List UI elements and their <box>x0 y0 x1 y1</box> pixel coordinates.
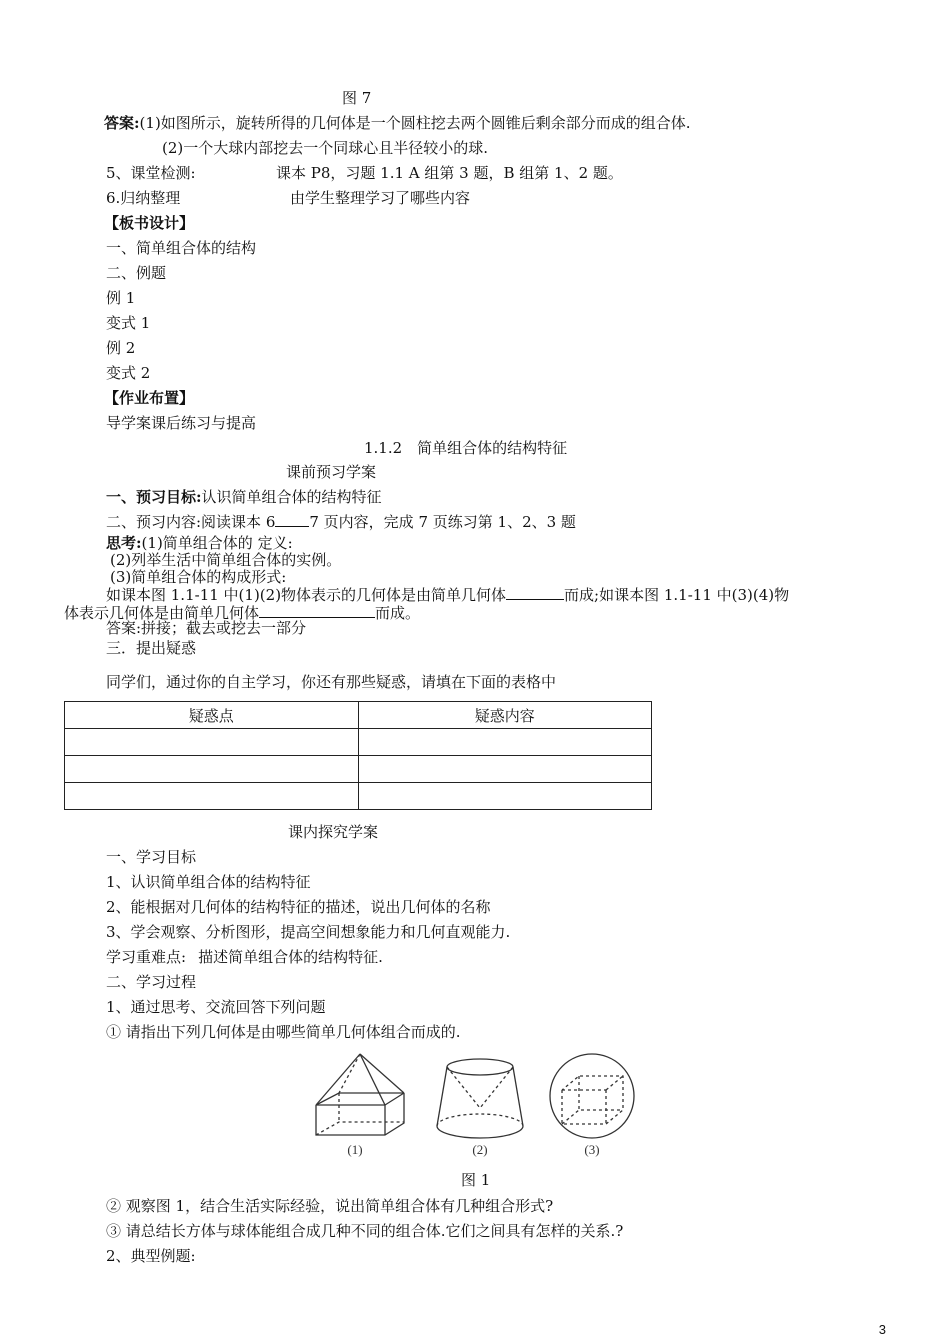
blank-line <box>506 585 564 600</box>
frustum-with-cone-figure <box>437 1059 523 1138</box>
preview-answer: 答案:拼接；截去或挖去一部分 <box>106 619 307 637</box>
doubts-heading: 三．提出疑惑 <box>106 639 197 657</box>
preview-goal <box>106 487 382 507</box>
table-row <box>65 756 652 783</box>
learning-goal: 3、学会观察、分析图形，提高空间想象能力和几何直观能力. <box>106 923 511 941</box>
key-points <box>106 947 383 967</box>
board-item: 例 2 <box>106 339 136 357</box>
in-class-title: 课内探究学案 <box>288 823 379 841</box>
board-item: 变式 2 <box>106 364 151 382</box>
answer-1-text: (1)如图所示，旋转所得的几何体是一个圆柱挖去两个圆锥后剩余部分而成的组合体. <box>139 114 691 132</box>
page-number: 3 <box>878 1322 886 1337</box>
process-step-1: 1、通过思考、交流回答下列问题 <box>106 998 326 1016</box>
homework-heading: 【作业布置】 <box>104 389 195 407</box>
fill-text-b: 而成;如课本图 1.1-11 中(3)(4)物 <box>564 586 790 604</box>
board-item: 二、例题 <box>106 264 167 282</box>
fill-text-a: 如课本图 1.1-11 中(1)(2)物体表示的几何体是由简单几何体 <box>106 586 507 604</box>
preview-content-part-a: 二、预习内容:阅读课本 6 <box>106 513 276 531</box>
preview-goal-label: 一、预习目标: <box>106 488 202 506</box>
think-1-text: (1)简单组合体的 定义: <box>141 534 293 552</box>
fill-text-c: 体表示几何体是由简单几何体 <box>64 604 260 622</box>
preview-goal-text: 认识简单组合体的结构特征 <box>201 488 382 506</box>
answer-label: 答案: <box>104 114 140 132</box>
board-item: 例 1 <box>106 289 136 307</box>
doubts-intro: 同学们，通过你的自主学习，你还有那些疑惑，请填在下面的表格中 <box>106 673 557 691</box>
table-cell[interactable] <box>358 783 652 810</box>
class-check-label: 5、课堂检测: <box>106 164 196 182</box>
section-title: 1.1.2 简单组合体的结构特征 <box>364 439 568 457</box>
pre-class-title: 课前预习学案 <box>286 463 377 481</box>
blank-line <box>275 512 309 527</box>
preview-content <box>106 512 576 532</box>
table-cell[interactable] <box>358 729 652 756</box>
table-row <box>65 729 652 756</box>
table-cell[interactable] <box>65 783 359 810</box>
figure-1-solids <box>300 1050 650 1165</box>
table-cell[interactable] <box>65 756 359 783</box>
process-step-2: 2、典型例题: <box>106 1247 196 1265</box>
summary-text: 由学生整理学习了哪些内容 <box>290 189 471 207</box>
preview-content-part-b: 7 页内容，完成 7 页练习第 1、2、3 题 <box>309 513 576 531</box>
board-item: 一、简单组合体的结构 <box>106 239 257 257</box>
summary-label: 6.归纳整理 <box>106 189 181 207</box>
learning-goal: 1、认识简单组合体的结构特征 <box>106 873 311 891</box>
board-item: 变式 1 <box>106 314 151 332</box>
question-3: ③ 请总结长方体与球体能组合成几种不同的组合体.它们之间具有怎样的关系.? <box>106 1222 624 1240</box>
table-cell[interactable] <box>358 756 652 783</box>
figure-label: (2) <box>472 1142 488 1157</box>
learning-goal: 2、能根据对几何体的结构特征的描述，说出几何体的名称 <box>106 898 491 916</box>
think-label: 思考: <box>106 534 142 552</box>
fill-text-d: 而成。 <box>375 604 421 622</box>
answer-line-2: (2)一个大球内部挖去一个同球心且半径较小的球. <box>162 139 489 157</box>
key-points-text: 描述简单组合体的结构特征. <box>198 948 383 966</box>
class-check-text: 课本 P8，习题 1.1 A 组第 3 题，B 组第 1、2 题。 <box>276 164 623 182</box>
think-line-3: (3)简单组合体的构成形式: <box>110 568 287 586</box>
doubts-table <box>64 701 652 810</box>
process-heading: 二、学习过程 <box>106 973 197 991</box>
figure-label: (3) <box>584 1142 600 1157</box>
column-header: 疑惑点 <box>65 702 359 729</box>
figure-7-caption: 图 7 <box>342 89 372 107</box>
homework-text: 导学案课后练习与提高 <box>106 414 257 432</box>
table-cell[interactable] <box>65 729 359 756</box>
fill-line-1 <box>106 585 789 605</box>
pyramid-on-prism-figure <box>316 1054 404 1135</box>
figure-label: (1) <box>347 1142 363 1157</box>
question-1: ① 请指出下列几何体是由哪些简单几何体组合而成的. <box>106 1023 461 1041</box>
figure-1-caption: 图 1 <box>461 1171 491 1189</box>
column-header: 疑惑内容 <box>358 702 652 729</box>
answer-line-1 <box>104 113 691 133</box>
board-design-heading: 【板书设计】 <box>104 214 195 232</box>
blank-line <box>259 603 375 618</box>
learning-goals-heading: 一、学习目标 <box>106 848 197 866</box>
think-line-2: (2)列举生活中简单组合体的实例。 <box>110 551 342 569</box>
table-header-row <box>65 702 652 729</box>
table-row <box>65 783 652 810</box>
sphere-with-cuboid-figure <box>550 1054 634 1138</box>
key-points-label: 学习重难点: <box>106 948 187 966</box>
question-2: ② 观察图 1，结合生活实际经验，说出简单组合体有几种组合形式? <box>106 1197 554 1215</box>
